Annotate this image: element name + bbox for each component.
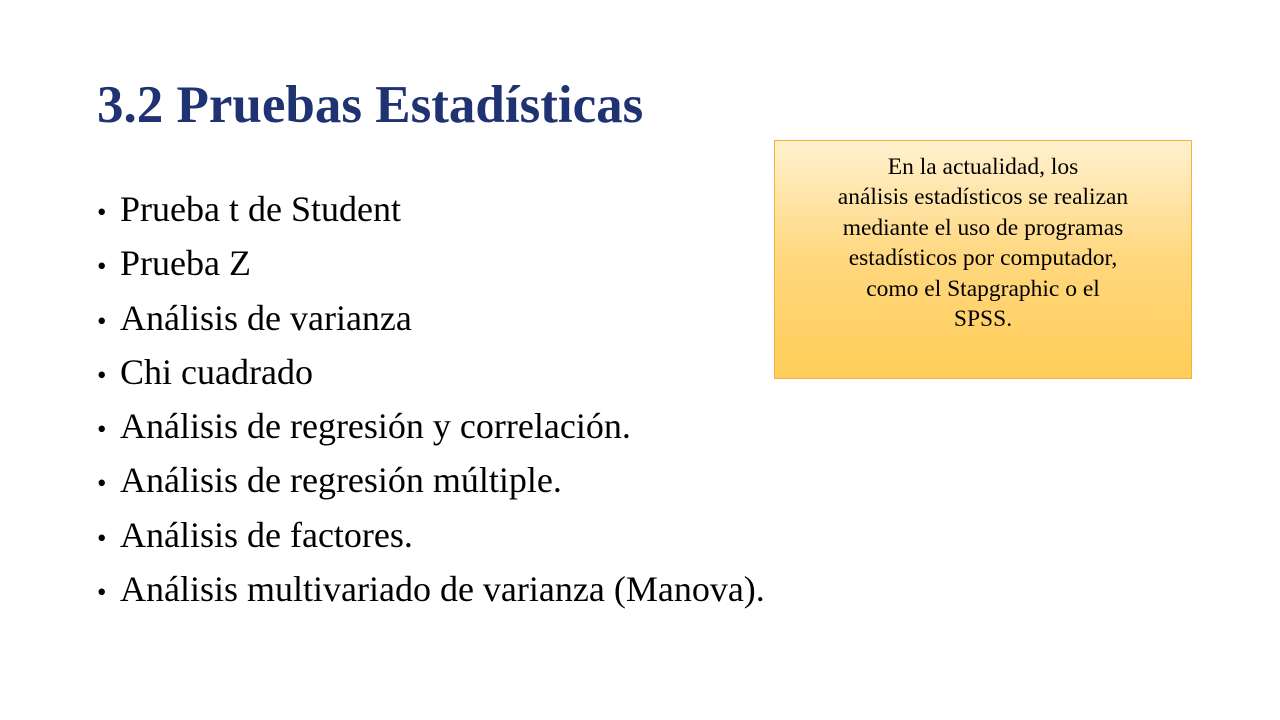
- bullet-text: Prueba Z: [120, 243, 251, 284]
- bullet-item: [97, 297, 765, 351]
- note-line: análisis estadísticos se realizan: [837, 184, 1129, 211]
- bullet-item: [97, 188, 765, 242]
- bullet-item: [97, 459, 765, 513]
- bullet-text: Análisis de varianza: [120, 297, 412, 338]
- bullet-text: Análisis de regresión y correlación.: [120, 406, 631, 447]
- bullet-icon: •: [97, 197, 107, 227]
- bullet-text: Análisis de factores.: [120, 514, 413, 555]
- bullet-text: Análisis de regresión múltiple.: [120, 460, 562, 501]
- bullet-icon: •: [97, 522, 107, 553]
- bullet-item: [97, 568, 765, 622]
- bullet-icon: •: [97, 305, 107, 336]
- note-line: SPSS.: [953, 306, 1013, 333]
- bullet-icon: •: [97, 251, 107, 282]
- bullet-item: [97, 242, 765, 296]
- note-line: como el Stapgraphic o el: [866, 275, 1100, 302]
- slide-title: 3.2 Pruebas Estadísticas: [97, 76, 644, 134]
- bullet-icon: •: [97, 414, 107, 445]
- bullet-item: [97, 405, 765, 459]
- bullet-text: Chi cuadrado: [120, 351, 313, 392]
- bullet-text: Prueba t de Student: [120, 189, 401, 229]
- bullet-item: [97, 514, 765, 568]
- bullet-text: Análisis multivariado de varianza (Manova).: [120, 569, 765, 610]
- note-line: estadísticos por computador,: [848, 245, 1118, 272]
- bullet-item: [97, 351, 765, 405]
- note-line: mediante el uso de programas: [842, 214, 1124, 241]
- bullet-icon: •: [97, 468, 107, 499]
- note-line: En la actualidad, los: [887, 154, 1079, 180]
- note-callout: [774, 140, 1192, 379]
- bullet-icon: •: [97, 359, 107, 390]
- bullet-list: [97, 188, 765, 622]
- bullet-icon: •: [97, 577, 107, 608]
